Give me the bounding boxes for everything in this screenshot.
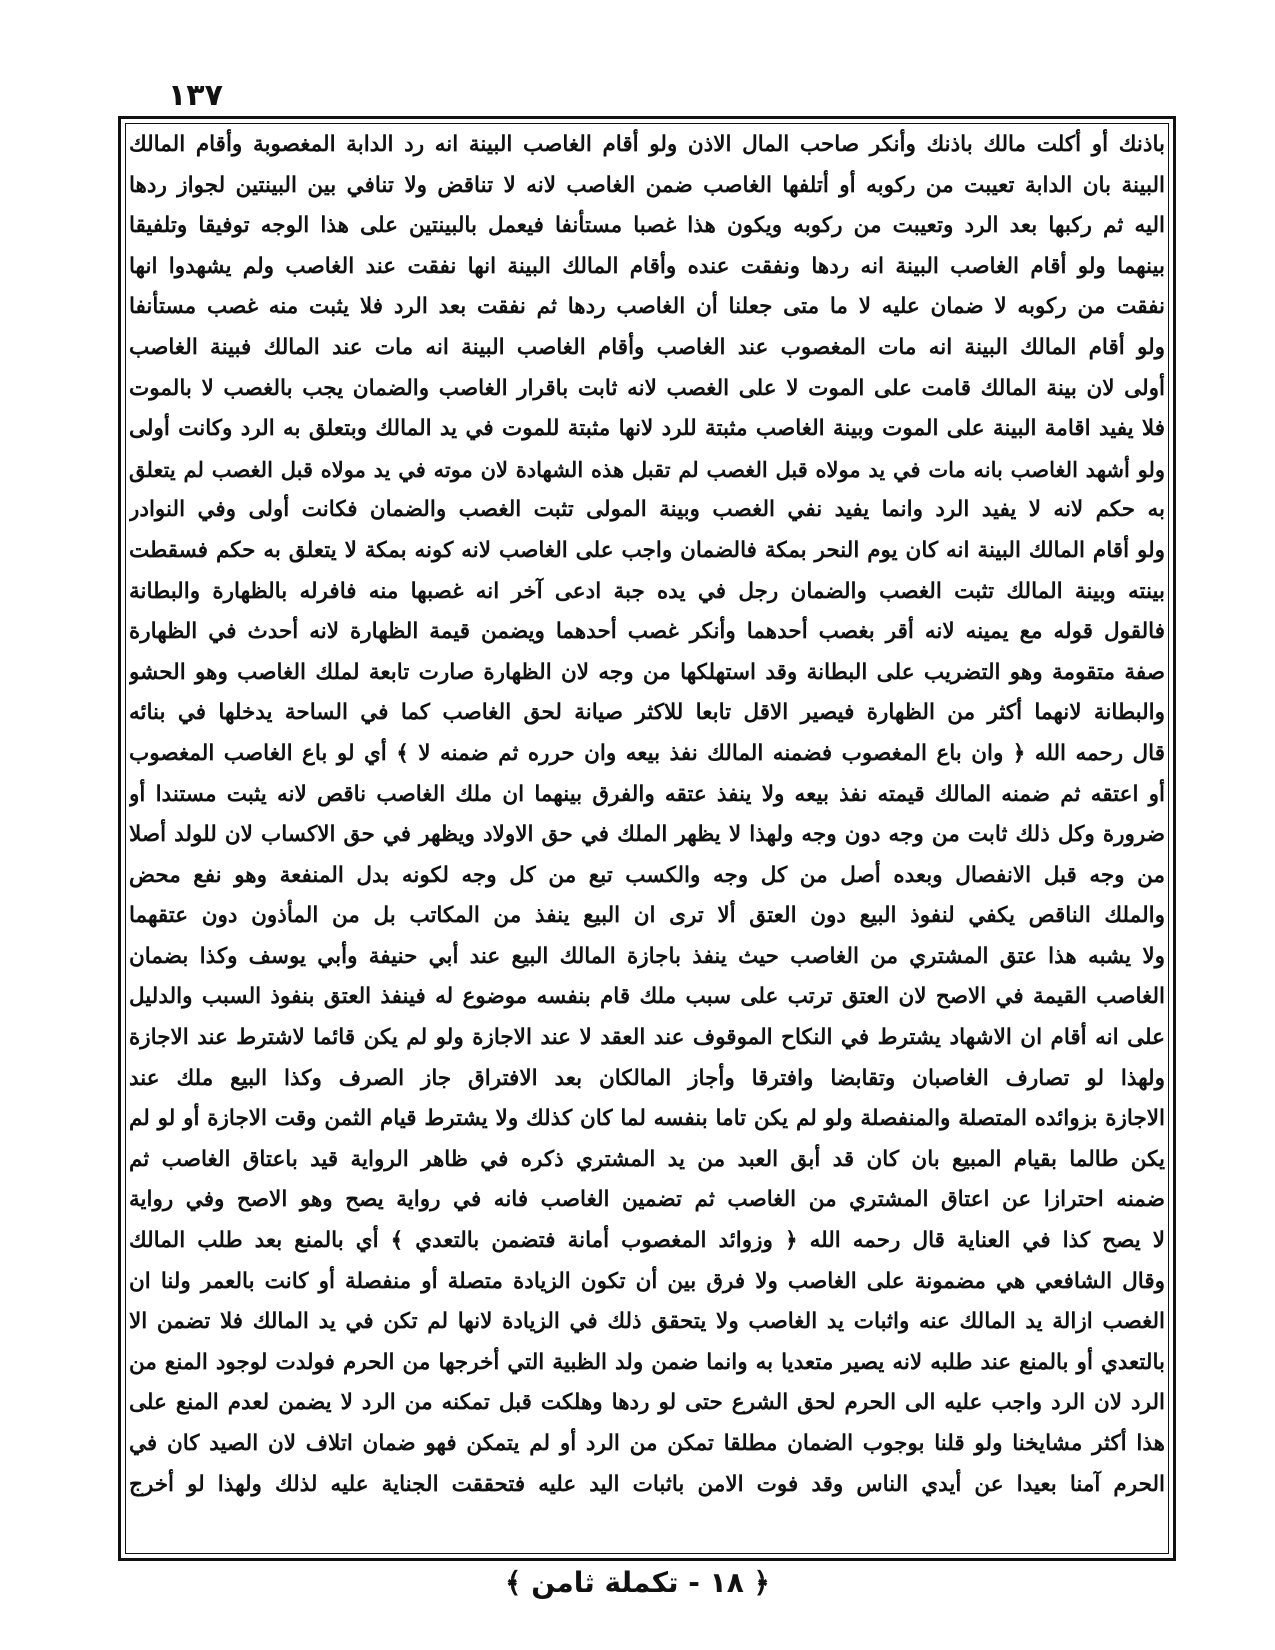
text-line: والبطانة لانهما أكثر من الظهارة فيصير الاقل تابعا للاكثر صيانة لحق الغاصب كما في الساحة يدخلها في بنائه [129, 700, 1165, 726]
text-line: ولو أشهد الغاصب بانه مات في يد مولاه قبل الغصب لم تقبل هذه الشهادة لان موته في يد مولاه قبل الغصب لم يتعلق [129, 456, 1165, 482]
text-line: بالتعدي أو بالمنع عند طلبه لانه يصير متعديا به وانما ضمن ولد الظبية التي أخرجها من الحرم فولدت لوجود المنع من [129, 1349, 1165, 1375]
text-line: بينته وبينة المالك تثبت الغصب والضمان رجل في يده جبة ادعى آخر انه غصبها منه فافرله بالظهارة والبطانة [129, 578, 1165, 604]
text-line: لا يصح كذا في العناية قال رحمه الله ﴿ وزوائد المغصوب أمانة فتضمن بالتعدي ﴾ أي بالمنع بعد طلب المالك [129, 1228, 1165, 1254]
page-frame [118, 116, 1176, 1561]
text-line: باذنك أو أكلت مالك باذنك وأنكر صاحب المال الاذن ولو أقام الغاصب البينة انه رد الدابة المغصوبة وأقام المالك [129, 132, 1165, 157]
text-line: ضرورة وكل ذلك ثابت من وجه دون وجه ولهذا لا يظهر الملك في حق الاولاد ويظهر في حق الاكساب لان للولد أصلا [129, 822, 1165, 848]
text-line: أولى لان بينة المالك قامت على الموت لا على الغصب لانه ثابت باقرار الغاصب والضمان يجب بالغصب لا بالموت [129, 375, 1165, 401]
text-line: ضمنه احترازا عن اعتاق المشتري من الغاصب ثم تضمين الغاصب فانه في رواية يصح وهو الاصح وفي رواية [129, 1187, 1165, 1213]
text-line: الرد لان الرد واجب عليه الى الحرم لحق الشرع حتى لو ردها وهلكت قبل تمكنه من الرد لا يضمن لعدم المنع على [129, 1390, 1165, 1416]
text-line: الحرم آمنا بعيدا عن أيدي الناس وقد فوت الامن باثبات اليد عليه فتحققت الجناية عليه لذلك ولهذا لو أخرج [129, 1471, 1165, 1497]
page-number: ١٣٧ [168, 78, 223, 113]
text-line: من وجه قبل الانفصال وبعده أصل من كل وجه والكسب تبع من كل وجه لكونه بدل المنفعة وهو نفع محض [129, 862, 1165, 888]
text-line: نفقت من ركوبه لا ضمان عليه لا ما متى جعلنا أن الغاصب ردها ثم نفقت بعد الرد فلا يثبت منه غصب مستأنفا [129, 294, 1165, 320]
text-block [129, 125, 1165, 1505]
text-line: يكن طالما بقيام المبيع بان كان قد أبق العبد من يد المشتري ذكره في ظاهر الرواية قيد باعتاق الغاصب ثم [129, 1146, 1165, 1172]
text-line: ولا يشبه هذا عتق المشتري من الغاصب حيث ينفذ باجازة المالك البيع عند أبي حنيفة وأبي يوسف وكذا بضمان [129, 943, 1165, 969]
text-line: ولو أقام المالك البينة انه مات المغصوب عند الغاصب وأقام الغاصب البينة انه مات عند المالك فبينة الغاصب [129, 334, 1165, 360]
text-line: البينة بان الدابة تعيبت من ركوبه أو أتلفها الغاصب ضمن الغاصب لانه لا تناقض ولا تنافي بين البينتين لجواز ردها [129, 172, 1165, 198]
text-line: فالقول قوله مع يمينه لانه أقر بغصب أحدهما وأنكر غصب أحدهما ويضمن قيمة الظهارة لانه أحدث في الظهارة [129, 619, 1165, 645]
text-line: على انه أقام ان الاشهاد يشترط في النكاح الموقوف عند العقد لا عند الاجازة ولو لم يكن قائما لاشترط عند الاجازة [129, 1025, 1165, 1051]
page-footer: ﴿ ١٨ - تكملة ثامن ﴾ [505, 1566, 770, 1599]
text-line: به حكم لانه لا يفيد الرد وانما يفيد نفي الغصب وبينة المولى تثبت الغصب والضمان فكانت أولى وفي النوادر [129, 497, 1165, 523]
text-line: أو اعتقه ثم ضمنه المالك قيمته نفذ بيعه ولا ينفذ عتقه والفرق بينهما ان ملك الغاصب ناقص لانه يثبت مستندا أو [129, 781, 1165, 807]
text-line: وقال الشافعي هي مضمونة على الغاصب ولا فرق بين أن تكون الزيادة متصلة أو منفصلة أو كانت بالعمر ولنا ان [129, 1268, 1165, 1294]
text-line: والملك الناقص يكفي لنفوذ البيع دون العتق ألا ترى ان البيع ينفذ من المكاتب بل من المأذون دون عتقهما [129, 903, 1165, 929]
text-line: الغاصب القيمة في الاصح لان العتق ترتب على سبب ملك قام بنفسه موضوع له فينفذ العتق بنفوذ السبب والدليل [129, 984, 1165, 1010]
text-line: الغصب ازالة يد المالك عنه واثبات يد الغاصب ولا يتحقق ذلك في الزيادة لانها لم تكن في يد المالك فلا تضمن الا [129, 1309, 1165, 1335]
text-line: ولهذا لو تصارف الغاصبان وتقابضا وافترقا وأجاز المالكان بعد الافتراق جاز الصرف وكذا البيع ملك عند [129, 1065, 1165, 1091]
text-line: بينهما ولو أقام الغاصب البينة انه ردها ونفقت عنده وأقام المالك البينة انها نفقت عند الغاصب ولم يشهدوا انها [129, 253, 1165, 279]
text-line: صفة متقومة وهو التضريب على البطانة وقد استهلكها من وجه لان الظهارة صارت تابعة لملك الغاصب وهو الحشو [129, 659, 1165, 685]
text-line: قال رحمه الله ﴿ وان باع المغصوب فضمنه المالك نفذ بيعه وان حرره ثم ضمنه لا ﴾ أي لو باع الغاصب المغصوب [129, 740, 1165, 766]
text-line: هذا أكثر مشايخنا ولو قلنا بوجوب الضمان مطلقا تمكن من الرد أو لم يتمكن فهو ضمان اتلاف لان الصيد كان في [129, 1431, 1165, 1456]
text-line: اليه ثم ركبها بعد الرد وتعيبت من ركوبه ويكون هذا غصبا مستأنفا فيعمل بالبينتين على هذا الوجه توفيقا وتلفيقا [129, 213, 1165, 239]
text-line: الاجازة بزوائده المتصلة والمنفصلة ولو لم يكن تاما بنفسه لما كان كذلك ولا يشترط قيام الثمن وقت الاجازة أو لو لم [129, 1106, 1165, 1132]
text-line: فلا يفيد اقامة البينة على الموت وبينة الغاصب مثبتة للرد لانها مثبتة للموت في يد المالك وبتعلق به الرد وكانت أولى [129, 416, 1165, 442]
text-line: ولو أقام المالك البينة انه كان يوم النحر بمكة فالضمان واجب على الغاصب لانه كونه بمكة لا يتعلق به حكم فسقطت [129, 537, 1165, 563]
